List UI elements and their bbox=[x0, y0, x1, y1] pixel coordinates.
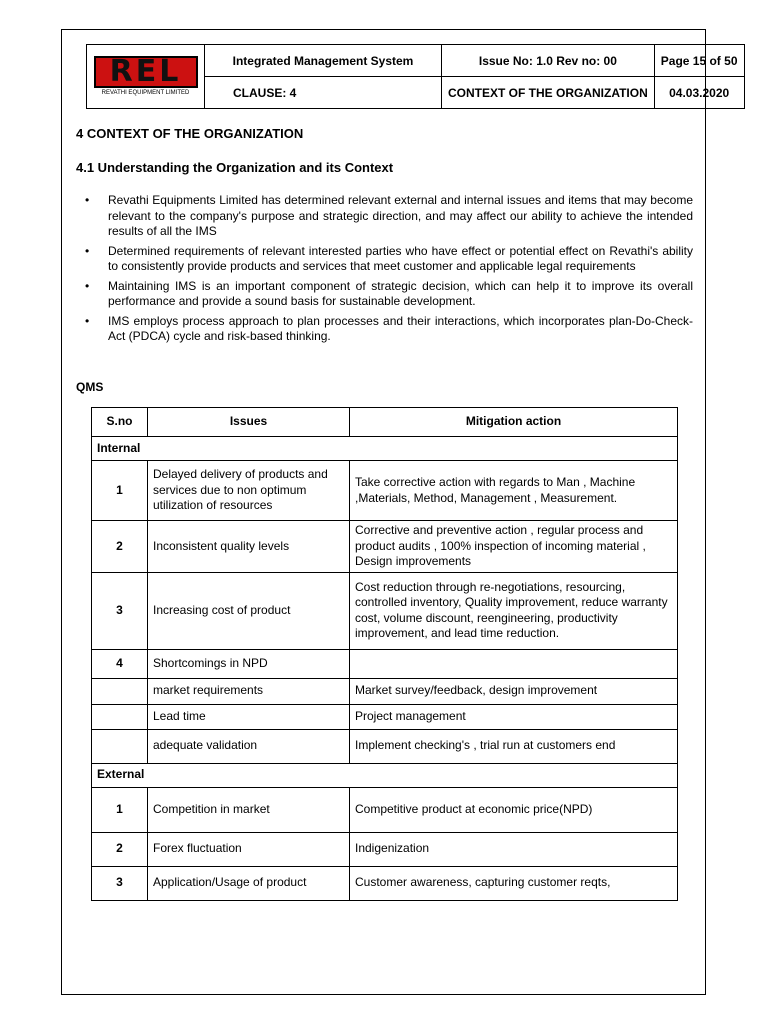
system-title: Integrated Management System bbox=[205, 45, 442, 77]
list-item: • IMS employs process approach to plan processes and their interactions, which incorporates plan-Do-Check-Act (PDCA) cycle and risk-based thinking. bbox=[85, 313, 693, 343]
list-item: • Revathi Equipments Limited has determined relevant external and internal issues and items that may become relevant to the company's purpose and strategic direction, and may affect our ability to achieve the intended results of all the IMS bbox=[85, 193, 693, 238]
section-internal: Internal bbox=[92, 437, 678, 461]
table-row: 1 Delayed delivery of products and services due to non optimum utilization of resources Take corrective action with regards to Man , Machine ,Materials, Method, Management , Measurement. bbox=[92, 461, 678, 521]
logo bbox=[87, 45, 205, 109]
bullet-icon: • bbox=[85, 278, 90, 293]
list-item: • Determined requirements of relevant interested parties who have effect or potential effect on Revathi's ability to consistently provide products and services that meet customer and applicable legal requirements bbox=[85, 243, 693, 273]
table-row: 4 Shortcomings in NPD bbox=[92, 649, 678, 678]
document-header bbox=[86, 44, 745, 109]
table-row: 2 Forex fluctuation Indigenization bbox=[92, 832, 678, 866]
table-row: Lead time Project management bbox=[92, 704, 678, 729]
table-row: 2 Inconsistent quality levels Corrective and preventive action , regular process and product audits , 100% inspection of incoming material , Design improvements bbox=[92, 521, 678, 573]
bullet-icon: • bbox=[85, 313, 90, 328]
qms-label: QMS bbox=[76, 380, 104, 394]
table-row: 3 Increasing cost of product Cost reduction through re-negotiations, resourcing, controlled inventory, Quality improvement, reduce warranty cost, volume discount, reengineering, productivity improvement, and lead time reduction. bbox=[92, 572, 678, 649]
table-row: market requirements Market survey/feedback, design improvement bbox=[92, 678, 678, 704]
column-header-mitigation: Mitigation action bbox=[350, 408, 678, 437]
table-row: 1 Competition in market Competitive product at economic price(NPD) bbox=[92, 787, 678, 832]
logo-subtitle: REVATHI EQUIPMENT LIMITED bbox=[101, 90, 190, 96]
page-number: Page 15 of 50 bbox=[654, 45, 744, 77]
list-item: • Maintaining IMS is an important component of strategic decision, which can help it to improve its overall performance and provide a sound basis for sustainable development. bbox=[85, 278, 693, 308]
document-date: 04.03.2020 bbox=[654, 77, 744, 109]
column-header-sno: S.no bbox=[92, 408, 148, 437]
clause-title: CONTEXT OF THE ORGANIZATION bbox=[442, 77, 655, 109]
section-heading: 4 CONTEXT OF THE ORGANIZATION bbox=[76, 126, 304, 141]
section-external: External bbox=[92, 763, 678, 787]
column-header-issues: Issues bbox=[148, 408, 350, 437]
logo-mark: REL bbox=[94, 56, 198, 88]
bullet-icon: • bbox=[85, 243, 90, 258]
table-row: 3 Application/Usage of product Customer awareness, capturing customer reqts, bbox=[92, 866, 678, 900]
table-row: adequate validation Implement checking's , trial run at customers end bbox=[92, 729, 678, 763]
bullet-list bbox=[85, 193, 693, 349]
issues-table bbox=[91, 407, 678, 901]
bullet-icon: • bbox=[85, 193, 90, 207]
clause-number: CLAUSE: 4 bbox=[205, 77, 442, 109]
issue-number: Issue No: 1.0 Rev no: 00 bbox=[442, 45, 655, 77]
subsection-heading: 4.1 Understanding the Organization and its Context bbox=[76, 160, 394, 175]
